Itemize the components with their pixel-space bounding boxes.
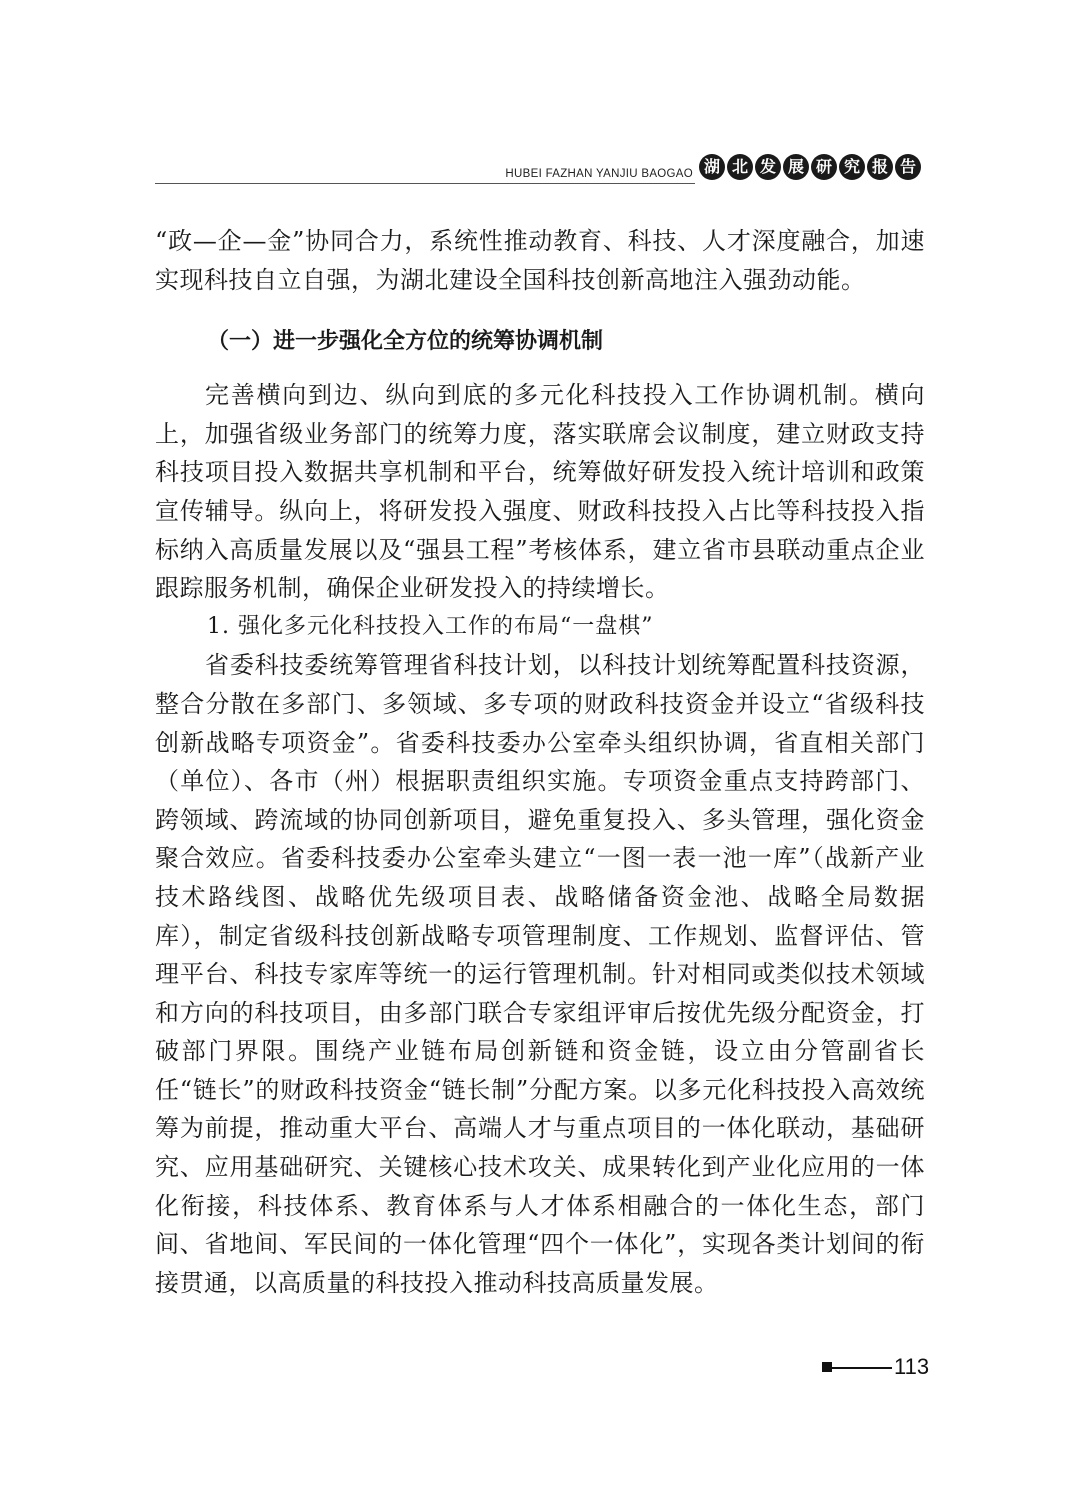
- header-title-char: 告: [895, 154, 921, 180]
- section-heading: （一）进一步强化全方位的统筹协调机制: [207, 329, 604, 355]
- header-rule: [155, 183, 695, 184]
- sub-heading: 1. 强化多元化科技投入工作的布局“一盘棋”: [207, 613, 654, 639]
- running-header: [155, 150, 925, 186]
- footer-rule: [832, 1367, 892, 1369]
- body-paragraph: 省委科技委统筹管理省科技计划，以科技计划统筹配置科技资源，整合分散在多部门、多领域、多专项的财政科技资金并设立“省级科技创新战略专项资金”。省委科技委办公室牵头组织协调，省直相关部门（单位）、各市（州）根据职责组织实施。专项资金重点支持跨部门、跨领域、跨流域的协同创新项目，避免重复投入、多头管理，强化资金聚合效应。省委科技委办公室牵头建立“一图一表一池一库”（战新产业技术路线图、战略优先级项目表、战略储备资金池、战略全局数据库），制定省级科技创新战略专项管理制度、工作规划、监督评估、管理平台、科技专家库等统一的运行管理机制。针对相同或类似技术领域和方向的科技项目，由多部门联合专家组评审后按优先级分配资金，打破部门界限。围绕产业链布局创新链和资金链，设立由分管副省长任“链长”的财政科技资金“链长制”分配方案。以多元化科技投入高效统筹为前提，推动重大平台、高端人才与重点项目的一体化联动，基础研究、应用基础研究、关键核心技术攻关、成果转化到产业化应用的一体化衔接，科技体系、教育体系与人才体系相融合的一体化生态，部门间、省地间、军民间的一体化管理“四个一体化”，实现各类计划间的衔接贯通，以高质量的科技投入推动科技高质量发展。: [155, 651, 925, 1297]
- header-title-char: 研: [811, 154, 837, 180]
- footer-square-marker: [822, 1362, 832, 1372]
- intro-paragraph: “政—企—金”协同合力，系统性推动教育、科技、人才深度融合，加速实现科技自立自强，为湖北建设全国科技创新高地注入强劲动能。: [155, 227, 925, 294]
- header-title-char: 发: [755, 154, 781, 180]
- page-number: 113: [894, 1354, 930, 1379]
- header-title-char: 展: [783, 154, 809, 180]
- page-body: [155, 222, 925, 1302]
- body-paragraph: 完善横向到边、纵向到底的多元化科技投入工作协调机制。横向上，加强省级业务部门的统筹力度，落实联席会议制度，建立财政支持科技项目投入数据共享机制和平台，统筹做好研发投入统计培训和政策宣传辅导。纵向上，将研发投入强度、财政科技投入占比等科技投入指标纳入高质量发展以及“强县工程”考核体系，建立省市县联动重点企业跟踪服务机制，确保企业研发投入的持续增长。: [155, 381, 925, 603]
- header-title-char: 究: [839, 154, 865, 180]
- header-book-title: [699, 154, 921, 180]
- page-footer: [822, 1352, 932, 1382]
- header-title-char: 湖: [699, 154, 725, 180]
- header-title-char: 北: [727, 154, 753, 180]
- header-pinyin-title: HUBEI FAZHAN YANJIU BAOGAO: [505, 168, 693, 180]
- header-title-char: 报: [867, 154, 893, 180]
